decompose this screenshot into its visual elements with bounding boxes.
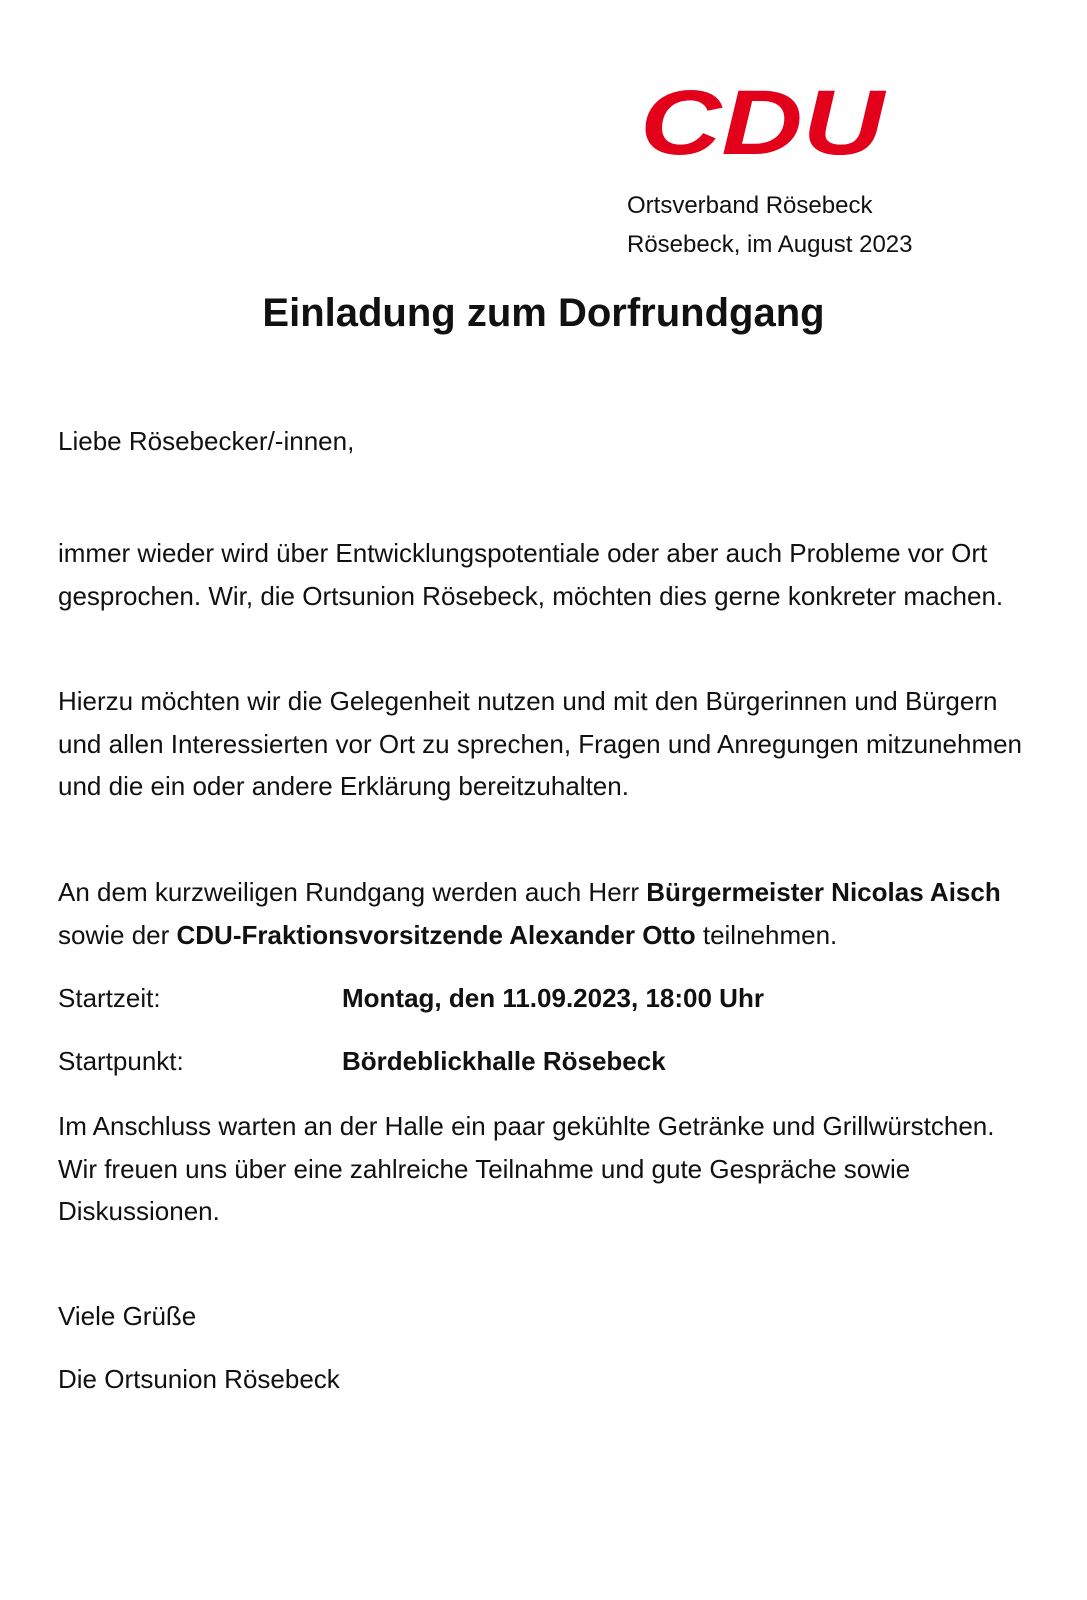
cdu-logo-text: CDU — [640, 80, 888, 170]
participant-faction-chair: CDU-Fraktionsvorsitzende Alexander Otto — [176, 919, 696, 950]
greeting: Liebe Rösebecker/-innen, — [58, 426, 355, 456]
closing-regards: Viele Grüße — [58, 1301, 197, 1331]
start-time-value: Montag, den 11.09.2023, 18:00 Uhr — [342, 983, 764, 1013]
page-title: Einladung zum Dorfrundgang — [262, 291, 825, 335]
signature: Die Ortsunion Rösebeck — [58, 1364, 340, 1394]
closing-wish-text: Wir freuen uns über eine zahlreiche Teilnahme und gute Gespräche sowie Diskussionen. — [58, 1153, 911, 1226]
paragraph-participants — [58, 871, 1038, 956]
paragraph-purpose: Hierzu möchten wir die Gelegenheit nutzen und mit den Bürgerinnen und Bürgern und allen Interessierten vor Ort zu sprechen, Fragen und Anregungen mitzunehmen und die ein oder andere Erklärung bereitzuhalten. — [58, 686, 1023, 801]
start-time-label: Startzeit: — [58, 983, 161, 1013]
participants-text-1: An dem kurzweiligen Rundgang werden auch Herr — [58, 877, 647, 907]
participants-text-2: sowie der — [58, 919, 177, 950]
start-point-label: Startpunkt: — [58, 1046, 184, 1076]
paragraph-refreshments — [58, 1105, 1038, 1233]
start-time-row — [58, 977, 1038, 1019]
cdu-logo — [640, 80, 890, 170]
sender-organization: Ortsverband Rösebeck — [627, 192, 873, 219]
start-point-row — [58, 1040, 1038, 1082]
refreshments-text: Im Anschluss warten an der Halle ein paar gekühlte Getränke und Grillwürstchen. — [58, 1111, 995, 1141]
paragraph-intro: immer wieder wird über Entwicklungspotentiale oder aber auch Probleme vor Ort gesprochen. Wir, die Ortsunion Rösebeck, möchten dies gerne konkreter machen. — [58, 538, 1004, 611]
participant-mayor: Bürgermeister Nicolas Aisch — [646, 877, 1001, 907]
cdu-logo-graphic — [640, 80, 890, 170]
sender-block — [627, 186, 913, 264]
sender-place-date: Rösebeck, im August 2023 — [627, 231, 913, 258]
participants-text-3: teilnehmen. — [695, 919, 838, 950]
start-point-value: Bördeblickhalle Rösebeck — [342, 1046, 666, 1076]
